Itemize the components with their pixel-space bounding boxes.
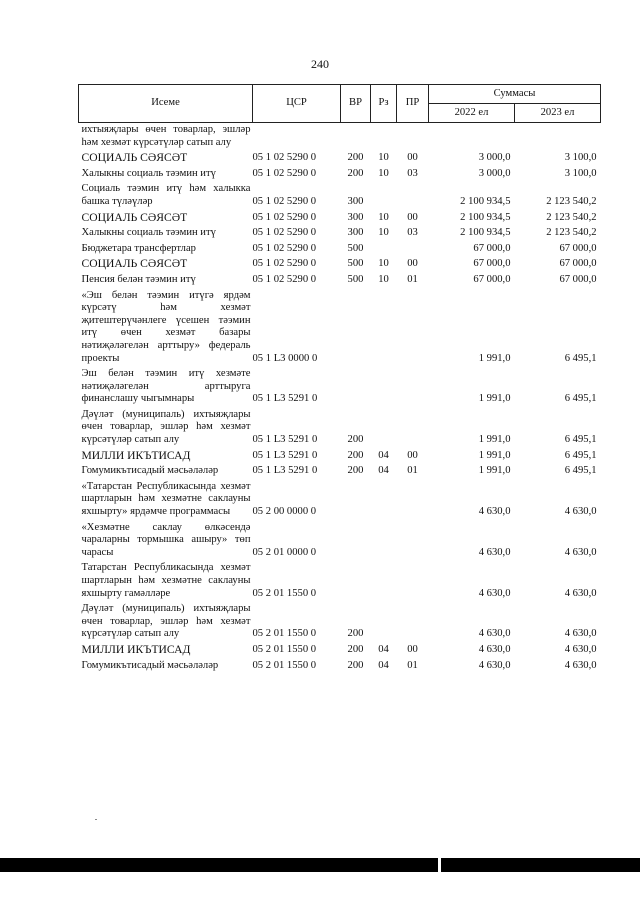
row-name: СОЦИАЛЬ СӘЯСӘТ — [81, 151, 188, 165]
row-rz: 10 — [378, 152, 389, 164]
row-vr: 200 — [347, 152, 364, 164]
row-vr — [341, 521, 371, 562]
row-csr: 05 2 01 1550 0 — [252, 659, 317, 671]
row-csr: 05 2 01 1550 0 — [252, 587, 317, 599]
row-csr: 05 1 02 5290 0 — [252, 167, 317, 179]
header-year-2022: 2022 ел — [429, 104, 515, 123]
table-row — [79, 367, 601, 408]
row-pr — [397, 367, 429, 408]
row-value-2022: 3 000,0 — [478, 152, 511, 164]
row-rz: 04 — [378, 449, 389, 461]
row-rz — [371, 408, 397, 449]
row-value-2022: 2 100 934,5 — [460, 211, 511, 223]
row-vr — [341, 480, 371, 521]
row-pr — [397, 123, 429, 152]
row-value-2022: 67 000,0 — [473, 242, 511, 254]
row-pr — [397, 561, 429, 602]
row-rz: 04 — [378, 643, 389, 655]
row-value-2023: 67 000,0 — [559, 258, 597, 270]
row-pr: 00 — [407, 643, 418, 655]
row-vr: 300 — [347, 227, 364, 239]
row-pr: 01 — [407, 659, 418, 671]
row-rz: 10 — [378, 227, 389, 239]
table-row — [79, 449, 601, 465]
row-value-2022: 1 991,0 — [478, 449, 511, 461]
row-value-2022: 67 000,0 — [473, 273, 511, 285]
row-name: СОЦИАЛЬ СӘЯСӘТ — [81, 210, 188, 224]
row-value-2023: 67 000,0 — [559, 242, 597, 254]
row-csr: 05 1 L3 5291 0 — [252, 434, 318, 446]
row-value-2022: 4 630,0 — [478, 659, 511, 671]
table-row — [79, 480, 601, 521]
row-vr: 300 — [347, 195, 364, 207]
row-vr: 200 — [347, 449, 364, 461]
row-csr: 05 1 02 5290 0 — [252, 211, 317, 223]
table-row — [79, 211, 601, 227]
row-value-2023: 2 123 540,2 — [546, 211, 597, 223]
row-value-2022: 1 991,0 — [478, 352, 511, 364]
row-pr — [397, 521, 429, 562]
row-vr: 500 — [347, 273, 364, 285]
row-rz — [371, 602, 397, 643]
row-value-2023: 6 495,1 — [564, 352, 597, 364]
row-value-2023: 3 100,0 — [564, 167, 597, 179]
row-value-2023: 6 495,1 — [564, 449, 597, 461]
row-pr — [397, 602, 429, 643]
row-pr: 01 — [407, 273, 418, 285]
table-row — [79, 257, 601, 273]
row-csr: 05 2 00 0000 0 — [252, 506, 317, 518]
row-name: Бюджетара трансфертлар — [81, 242, 196, 254]
row-name: «Хезмәтне саклау өлкәсендә чараларны тормышка ашыру» төп чарасы — [81, 521, 251, 558]
row-csr: 05 2 01 1550 0 — [252, 643, 317, 655]
row-name: Пенсия белән тәэмин итү — [81, 273, 196, 285]
row-name: МИЛЛИ ИКЪТИСАД — [81, 448, 191, 462]
row-pr: 00 — [407, 152, 418, 164]
scan-bottom-bar — [0, 858, 640, 872]
row-vr: 500 — [347, 258, 364, 270]
row-csr: 05 1 02 5290 0 — [252, 227, 317, 239]
row-csr: 05 1 02 5290 0 — [252, 242, 317, 254]
table-row — [79, 151, 601, 167]
row-rz — [371, 367, 397, 408]
row-vr: 200 — [347, 659, 364, 671]
row-csr: 05 1 L3 5291 0 — [252, 393, 318, 405]
row-value-2023: 67 000,0 — [559, 273, 597, 285]
row-value-2023: 4 630,0 — [564, 628, 597, 640]
row-pr: 00 — [407, 449, 418, 461]
header-rz: Рз — [371, 85, 397, 123]
header-year-2023: 2023 ел — [515, 104, 601, 123]
row-rz — [371, 242, 397, 258]
row-value-2023: 6 495,1 — [564, 465, 597, 477]
row-pr: 03 — [407, 227, 418, 239]
row-name: СОЦИАЛЬ СӘЯСӘТ — [81, 257, 188, 271]
row-csr — [253, 123, 341, 152]
row-value-2022: 4 630,0 — [478, 546, 511, 558]
row-pr: 03 — [407, 167, 418, 179]
row-pr — [397, 182, 429, 210]
row-value-2022: 1 991,0 — [478, 434, 511, 446]
table-row — [79, 408, 601, 449]
row-value-2023: 2 123 540,2 — [546, 195, 597, 207]
row-csr: 05 1 L3 0000 0 — [252, 352, 318, 364]
row-name: Дәүләт (муниципаль) ихтыяҗлары өчен товарлар, эшләр һәм хезмәт күрсәтүләр сатып алу — [81, 408, 251, 446]
table-row — [79, 643, 601, 659]
row-vr — [341, 561, 371, 602]
table-row — [79, 561, 601, 602]
row-csr: 05 1 02 5290 0 — [252, 273, 317, 285]
row-value-2023: 4 630,0 — [564, 587, 597, 599]
table-row — [79, 659, 601, 675]
table-row — [79, 464, 601, 480]
row-pr — [397, 408, 429, 449]
row-pr — [397, 480, 429, 521]
row-name: Социаль тәэмин итү һәм халыкка башка түләүләр — [81, 183, 251, 207]
row-rz — [371, 123, 397, 152]
scan-bar-gap — [438, 858, 441, 872]
row-value-2022: 67 000,0 — [473, 258, 511, 270]
row-csr: 05 1 02 5290 0 — [252, 152, 317, 164]
row-value-2023: 6 495,1 — [564, 393, 597, 405]
table-row — [79, 123, 601, 152]
row-name: Гомумикътисадый мәсьәләләр — [81, 465, 219, 477]
row-rz — [371, 521, 397, 562]
row-pr: 01 — [407, 465, 418, 477]
row-value-2023 — [515, 123, 601, 152]
row-rz: 10 — [378, 258, 389, 270]
row-vr: 500 — [347, 242, 364, 254]
row-vr: 200 — [347, 628, 364, 640]
header-sums: Суммасы — [429, 85, 601, 104]
row-value-2022: 3 000,0 — [478, 167, 511, 179]
row-csr: 05 1 L3 5291 0 — [252, 449, 318, 461]
row-name: «Татарстан Республикасында хезмәт шартларын һәм хезмәтне саклауны яхшырту» ярдәмче программасы — [81, 480, 251, 518]
row-rz — [371, 289, 397, 368]
table-row — [79, 602, 601, 643]
row-csr: 05 1 L3 5291 0 — [252, 465, 318, 477]
row-name: «Эш белән тәэмин итүгә ярдәм күрсәтү һәм хезмәт җитештерүчәнлеге үсешен тәэмин итү өчен хезмәт базары нәтиҗәләгелән арттыру» федераль проекты — [81, 289, 251, 364]
row-rz: 04 — [378, 465, 389, 477]
table-header — [79, 85, 601, 123]
row-pr — [397, 242, 429, 258]
header-vr: ВР — [341, 85, 371, 123]
row-value-2023: 4 630,0 — [564, 546, 597, 558]
table-row — [79, 273, 601, 289]
header-pr: ПР — [397, 85, 429, 123]
row-value-2022: 4 630,0 — [478, 506, 511, 518]
row-vr — [341, 123, 371, 152]
row-rz — [371, 182, 397, 210]
row-value-2022: 1 991,0 — [478, 393, 511, 405]
row-vr: 300 — [347, 211, 364, 223]
row-name: ихтыяҗлары өчен товарлар, эшләр һәм хезмәт күрсәтүләр сатып алу — [81, 124, 251, 148]
row-name: Дәүләт (муниципаль) ихтыяҗлары өчен товарлар, эшләр һәм хезмәт күрсәтүләр сатып алу — [81, 603, 251, 640]
row-vr: 200 — [347, 434, 364, 446]
row-vr — [341, 367, 371, 408]
row-value-2022 — [429, 123, 515, 152]
row-vr — [341, 289, 371, 368]
row-value-2023: 2 123 540,2 — [546, 227, 597, 239]
row-name: Халыкны социаль тәэмин итү — [81, 227, 216, 239]
budget-table — [78, 84, 601, 674]
row-vr: 200 — [347, 167, 364, 179]
row-csr: 05 1 02 5290 0 — [252, 258, 317, 270]
row-rz: 10 — [378, 167, 389, 179]
row-name: Эш белән тәэмин итү хезмәте нәтиҗәләгелән арттыруга финанслашу чыгымнары — [81, 368, 251, 405]
row-pr: 00 — [407, 211, 418, 223]
row-value-2022: 2 100 934,5 — [460, 195, 511, 207]
row-rz: 10 — [378, 273, 389, 285]
row-name: Гомумикътисадый мәсьәләләр — [81, 659, 219, 671]
row-value-2022: 4 630,0 — [478, 628, 511, 640]
table-row — [79, 242, 601, 258]
table-row — [79, 226, 601, 242]
row-name: Татарстан Республикасында хезмәт шартларын һәм хезмәтне саклауны яхшырту гамәлләре — [81, 562, 251, 599]
row-pr — [397, 289, 429, 368]
row-value-2022: 2 100 934,5 — [460, 227, 511, 239]
table-row — [79, 521, 601, 562]
row-value-2023: 4 630,0 — [564, 659, 597, 671]
row-rz: 10 — [378, 211, 389, 223]
row-vr: 200 — [347, 643, 364, 655]
row-rz: 04 — [378, 659, 389, 671]
scan-speck — [95, 819, 97, 820]
row-csr: 05 2 01 1550 0 — [252, 628, 317, 640]
page-number: 240 — [311, 57, 329, 71]
row-vr: 200 — [347, 465, 364, 477]
row-name: Халыкны социаль тәэмин итү — [81, 167, 216, 179]
header-csr: ЦСР — [253, 85, 341, 123]
table-body — [79, 123, 601, 675]
row-value-2022: 1 991,0 — [478, 465, 511, 477]
row-csr: 05 1 02 5290 0 — [252, 195, 317, 207]
row-value-2023: 4 630,0 — [564, 506, 597, 518]
row-rz — [371, 561, 397, 602]
table-row — [79, 182, 601, 210]
row-value-2022: 4 630,0 — [478, 587, 511, 599]
row-name: МИЛЛИ ИКЪТИСАД — [81, 642, 191, 656]
row-value-2022: 4 630,0 — [478, 643, 511, 655]
row-pr: 00 — [407, 258, 418, 270]
row-value-2023: 3 100,0 — [564, 152, 597, 164]
row-csr: 05 2 01 0000 0 — [252, 546, 317, 558]
row-value-2023: 4 630,0 — [564, 643, 597, 655]
table-row — [79, 167, 601, 183]
row-rz — [371, 480, 397, 521]
header-name: Исеме — [79, 85, 253, 123]
row-value-2023: 6 495,1 — [564, 434, 597, 446]
table-row — [79, 289, 601, 368]
